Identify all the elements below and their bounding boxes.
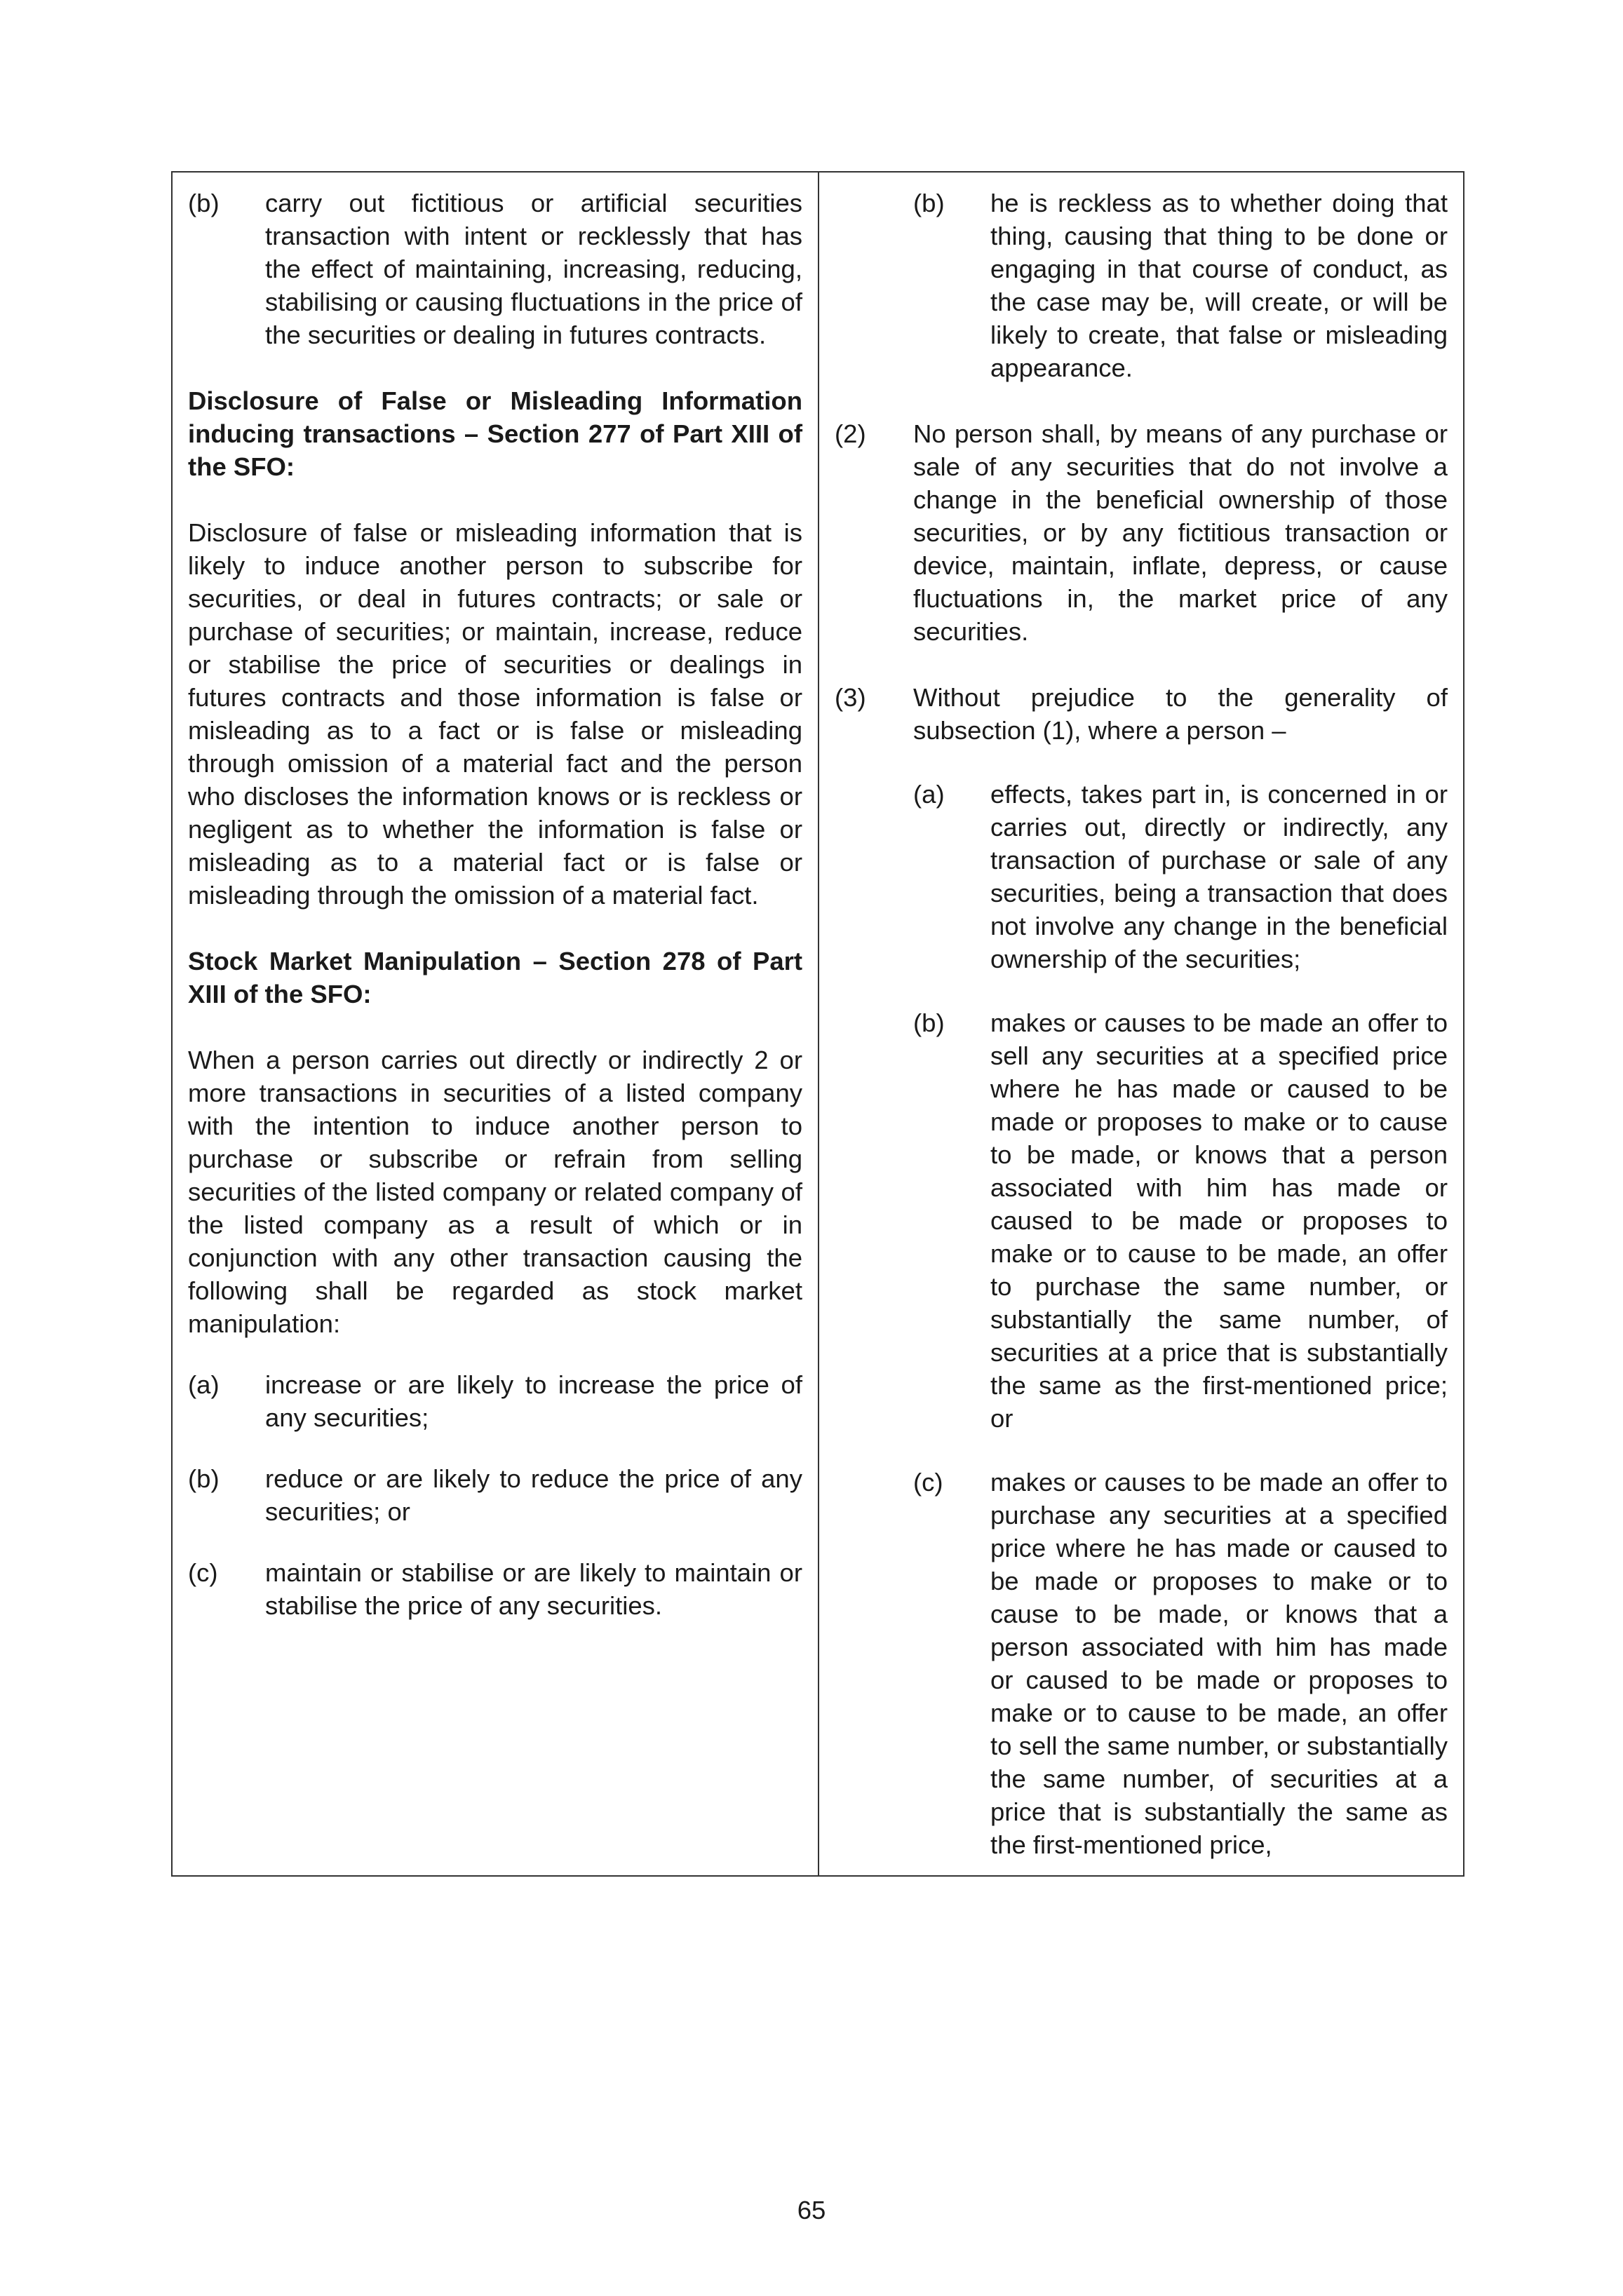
left-column	[173, 173, 819, 1875]
item-text: he is reckless as to whether doing that thing, causing that thing to be done or engaging in that course of conduct, as the case may be, will create, or will be likely to create, that false or misleading appearance.	[990, 189, 1448, 382]
list-item	[188, 1368, 802, 1434]
item-text: makes or causes to be made an offer to sell any securities at a specified price where he has made or caused to be made or proposes to make or to cause to be made, or knows that a person associated with him has made or caused to be made or proposes to make or to cause to be made, an offer to purchase the same number, or substantially the same number, of securities at a price that is substantially the same as the first-mentioned price; or	[990, 1008, 1448, 1433]
item-label: (c)	[188, 1558, 218, 1587]
item-label: (2)	[835, 419, 866, 448]
content-table	[171, 171, 1464, 1877]
list-item	[913, 1466, 1448, 1861]
item-text: maintain or stabilise or are likely to maintain or stabilise the price of any securities.	[265, 1558, 802, 1620]
section-277-paragraph: Disclosure of false or misleading information that is likely to induce another person to subscribe for securities, or deal in futures contracts; or sale or purchase of securities; or maintain, increase, reduce or stabilise the price of securities or dealings in futures contracts and those information is false or misleading as to a fact or is false or misleading through omission of a material fact and the person who discloses the information knows or is reckless or negligent as to whether the information is false or misleading as to a material fact or is false or misleading through the omission of a material fact.	[188, 518, 802, 910]
item-label: (b)	[188, 189, 220, 217]
item-text: effects, takes part in, is concerned in or carries out, directly or indirectly, any transaction of purchase or sale of any securities, being a transaction that does not involve any change in the beneficial ownership of the securities;	[990, 780, 1448, 973]
list-item	[835, 417, 1448, 648]
item-label: (a)	[188, 1370, 220, 1399]
item-label: (c)	[913, 1468, 943, 1497]
item-text: makes or causes to be made an offer to purchase any securities at a specified price where he has made or caused to be made or proposes to make or to cause to be made, or knows that a person associated with him has made or caused to be made or proposes to make or to cause to be made, an offer to sell the same number, or substantially the same number, of securities at a price that is substantially the same as the first-mentioned price,	[990, 1468, 1448, 1859]
item-text: No person shall, by means of any purchase or sale of any securities that do not involve a change in the beneficial ownership of those securities, or by any fictitious transaction or device, maintain, inflate, depress, or cause fluctuations in, the market price of any securities.	[913, 419, 1448, 646]
item-label: (3)	[835, 683, 866, 712]
section-277-heading: Disclosure of False or Misleading Information inducing transactions – Section 277 of Part XIII of the SFO:	[188, 386, 802, 481]
item-text: increase or are likely to increase the price of any securities;	[265, 1370, 802, 1432]
list-item	[188, 1556, 802, 1622]
list-item	[188, 187, 802, 351]
item-label: (b)	[188, 1464, 220, 1493]
item-text: reduce or are likely to reduce the price of any securities; or	[265, 1464, 802, 1526]
item-text: Without prejudice to the generality of subsection (1), where a person –	[913, 683, 1448, 745]
item-text: carry out fictitious or artificial securities transaction with intent or recklessly that has the effect of maintaining, increasing, reducing, stabilising or causing fluctuations in the price of the securities or dealing in futures contracts.	[265, 189, 802, 349]
item-label: (b)	[913, 189, 945, 217]
list-item	[835, 681, 1448, 747]
list-item	[913, 1006, 1448, 1435]
right-column	[819, 173, 1463, 1875]
list-item	[913, 778, 1448, 975]
section-278-heading: Stock Market Manipulation – Section 278 of Part XIII of the SFO:	[188, 947, 802, 1008]
list-item	[188, 1462, 802, 1528]
item-label: (a)	[913, 780, 945, 809]
list-item	[913, 187, 1448, 384]
page-number: 65	[797, 2196, 826, 2224]
item-label: (b)	[913, 1008, 945, 1037]
section-278-paragraph: When a person carries out directly or indirectly 2 or more transactions in securities of a listed company with the intention to induce another person to purchase or subscribe or refrain from selling securities of the listed company or related company of the listed company as a result of which or in conjunction with any other transaction causing the following shall be regarded as stock market manipulation:	[188, 1046, 802, 1338]
